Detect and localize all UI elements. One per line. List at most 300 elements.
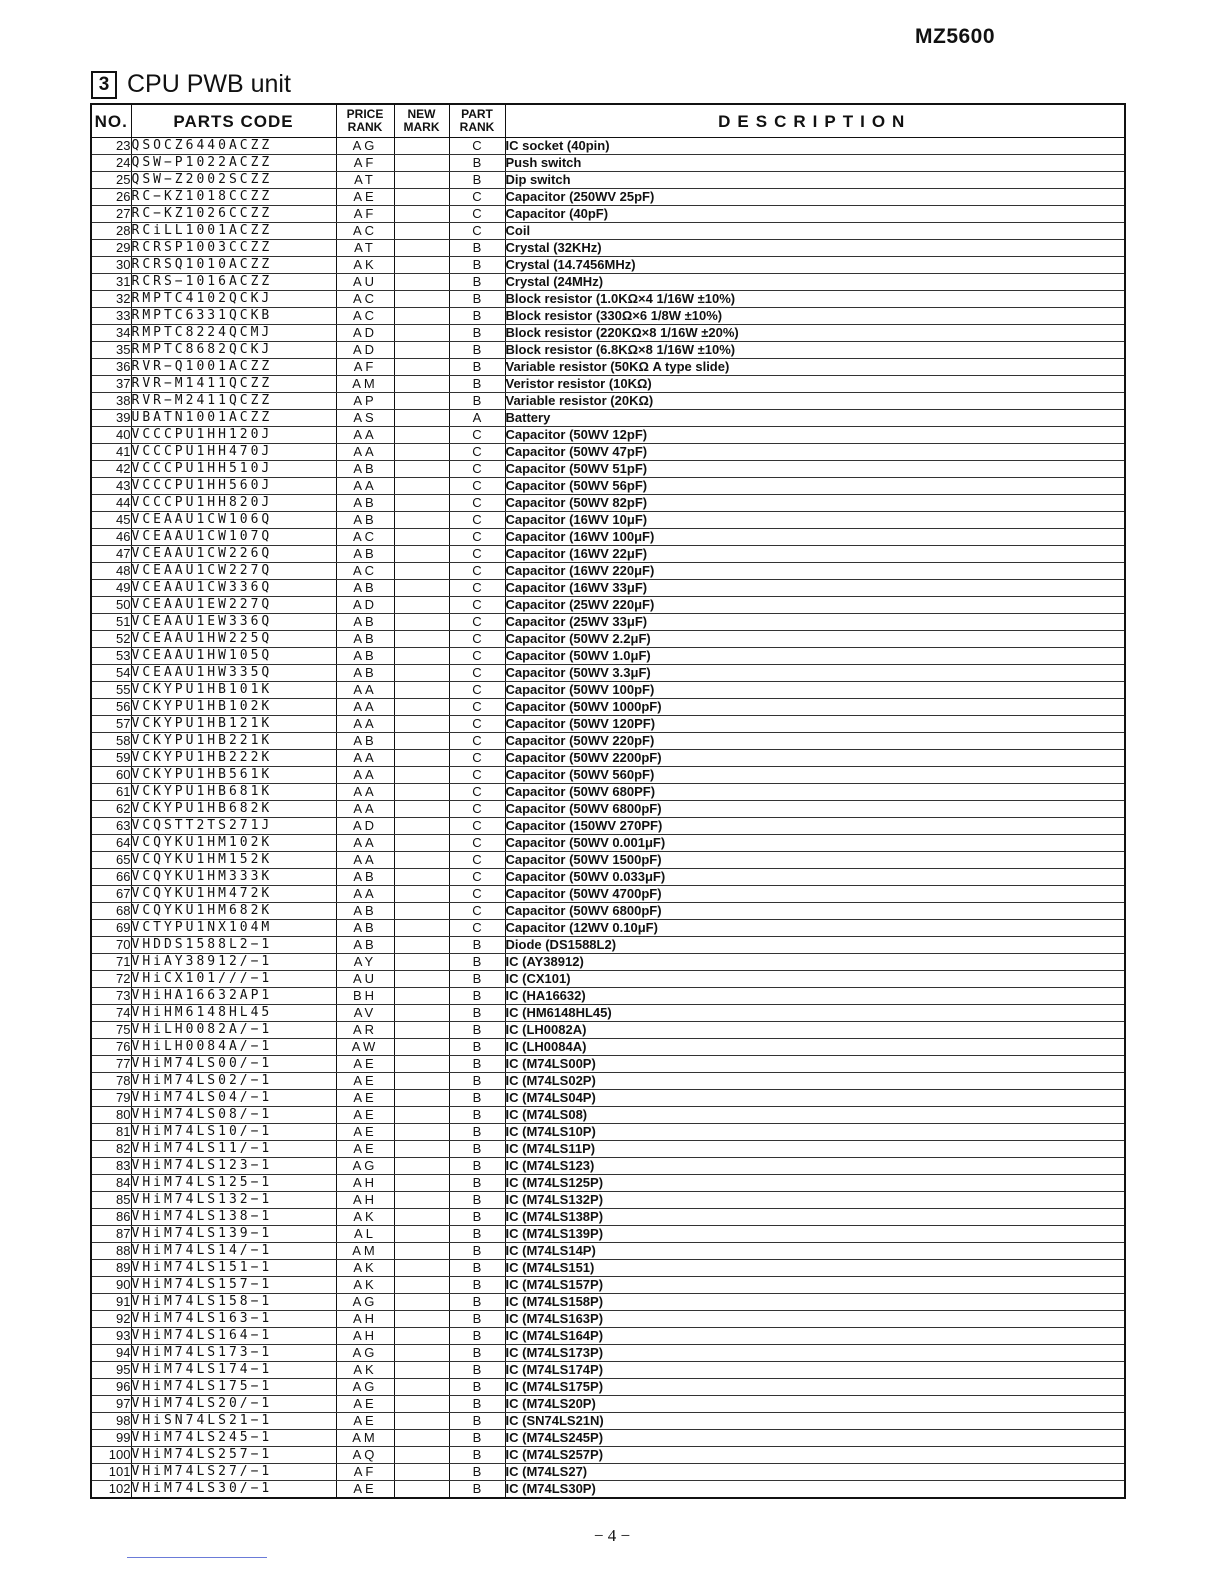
- price-rank: AA: [336, 767, 394, 784]
- new-mark: [394, 869, 449, 886]
- description: Capacitor (25WV 220μF): [505, 597, 1125, 614]
- description: Capacitor (25WV 33μF): [505, 614, 1125, 631]
- parts-code: RMPTC8224QCMJ: [131, 325, 336, 342]
- description: Crystal (14.7456MHz): [505, 257, 1125, 274]
- part-rank: C: [449, 869, 505, 886]
- table-row: [91, 1294, 1125, 1311]
- price-rank: AG: [336, 1379, 394, 1396]
- table-row: [91, 376, 1125, 393]
- new-mark: [394, 716, 449, 733]
- part-rank: B: [449, 1311, 505, 1328]
- table-row: [91, 784, 1125, 801]
- price-rank: AH: [336, 1175, 394, 1192]
- table-row: [91, 325, 1125, 342]
- description: Capacitor (16WV 22μF): [505, 546, 1125, 563]
- price-rank: AB: [336, 937, 394, 954]
- price-rank: AC: [336, 291, 394, 308]
- parts-code: VHiM74LS27/−1: [131, 1464, 336, 1481]
- part-rank: B: [449, 1464, 505, 1481]
- table-row: [91, 240, 1125, 257]
- description: IC socket (40pin): [505, 138, 1125, 155]
- row-number: 63: [91, 818, 131, 835]
- table-row: [91, 1039, 1125, 1056]
- price-rank: AH: [336, 1192, 394, 1209]
- description: Capacitor (50WV 6800pF): [505, 801, 1125, 818]
- description: Crystal (24MHz): [505, 274, 1125, 291]
- table-row: [91, 631, 1125, 648]
- table-row: [91, 1073, 1125, 1090]
- row-number: 55: [91, 682, 131, 699]
- description: Capacitor (50WV 1000pF): [505, 699, 1125, 716]
- table-row: [91, 665, 1125, 682]
- part-rank: C: [449, 801, 505, 818]
- row-number: 97: [91, 1396, 131, 1413]
- section-title: CPU PWB unit: [127, 70, 291, 98]
- table-row: [91, 733, 1125, 750]
- part-rank: B: [449, 1124, 505, 1141]
- price-rank: AD: [336, 597, 394, 614]
- row-number: 61: [91, 784, 131, 801]
- table-row: [91, 529, 1125, 546]
- description: IC (M74LS164P): [505, 1328, 1125, 1345]
- price-rank: AC: [336, 529, 394, 546]
- row-number: 34: [91, 325, 131, 342]
- row-number: 67: [91, 886, 131, 903]
- description: Capacitor (50WV 51pF): [505, 461, 1125, 478]
- price-rank: AD: [336, 325, 394, 342]
- description: Dip switch: [505, 172, 1125, 189]
- price-rank: AA: [336, 801, 394, 818]
- row-number: 44: [91, 495, 131, 512]
- price-rank: AE: [336, 1107, 394, 1124]
- row-number: 71: [91, 954, 131, 971]
- row-number: 53: [91, 648, 131, 665]
- footer-rule: [127, 1557, 267, 1558]
- new-mark: [394, 971, 449, 988]
- parts-code: VHiM74LS02/−1: [131, 1073, 336, 1090]
- table-row: [91, 1141, 1125, 1158]
- part-rank: C: [449, 699, 505, 716]
- parts-code: RC−KZ1026CCZZ: [131, 206, 336, 223]
- table-row: [91, 206, 1125, 223]
- table-row: [91, 614, 1125, 631]
- parts-code: VCQSTT2TS271J: [131, 818, 336, 835]
- part-rank: B: [449, 937, 505, 954]
- description: Capacitor (50WV 1.0μF): [505, 648, 1125, 665]
- description: IC (M74LS257P): [505, 1447, 1125, 1464]
- price-rank: AD: [336, 818, 394, 835]
- parts-code: UBATN1001ACZZ: [131, 410, 336, 427]
- part-rank: B: [449, 1226, 505, 1243]
- parts-code: VCEAAU1HW225Q: [131, 631, 336, 648]
- parts-code: VCKYPU1HB101K: [131, 682, 336, 699]
- new-mark: [394, 1481, 449, 1499]
- parts-code: VHiM74LS173−1: [131, 1345, 336, 1362]
- parts-code: VHiM74LS157−1: [131, 1277, 336, 1294]
- row-number: 83: [91, 1158, 131, 1175]
- parts-code: RVR−M2411QCZZ: [131, 393, 336, 410]
- description: IC (M74LS04P): [505, 1090, 1125, 1107]
- part-rank: C: [449, 461, 505, 478]
- new-mark: [394, 1056, 449, 1073]
- part-rank: B: [449, 1090, 505, 1107]
- description: IC (M74LS138P): [505, 1209, 1125, 1226]
- parts-code: RC−KZ1018CCZZ: [131, 189, 336, 206]
- table-row: [91, 359, 1125, 376]
- parts-code: VHiM74LS30/−1: [131, 1481, 336, 1499]
- table-row: [91, 1158, 1125, 1175]
- price-rank: AK: [336, 1260, 394, 1277]
- description: Capacitor (50WV 100pF): [505, 682, 1125, 699]
- new-mark: [394, 461, 449, 478]
- row-number: 98: [91, 1413, 131, 1430]
- part-rank: C: [449, 563, 505, 580]
- table-row: [91, 1022, 1125, 1039]
- description: IC (CX101): [505, 971, 1125, 988]
- description: Capacitor (50WV 560pF): [505, 767, 1125, 784]
- table-row: [91, 1226, 1125, 1243]
- description: Capacitor (50WV 12pF): [505, 427, 1125, 444]
- parts-code: RCiLL1001ACZZ: [131, 223, 336, 240]
- description: IC (M74LS174P): [505, 1362, 1125, 1379]
- parts-code: VHiM74LS163−1: [131, 1311, 336, 1328]
- table-row: [91, 512, 1125, 529]
- row-number: 58: [91, 733, 131, 750]
- new-mark: [394, 937, 449, 954]
- row-number: 46: [91, 529, 131, 546]
- new-mark: [394, 1107, 449, 1124]
- row-number: 81: [91, 1124, 131, 1141]
- row-number: 54: [91, 665, 131, 682]
- new-mark: [394, 1328, 449, 1345]
- row-number: 73: [91, 988, 131, 1005]
- part-rank: C: [449, 189, 505, 206]
- parts-code: RCRSP1003CCZZ: [131, 240, 336, 257]
- new-mark: [394, 546, 449, 563]
- description: Capacitor (50WV 2.2μF): [505, 631, 1125, 648]
- description: Capacitor (50WV 56pF): [505, 478, 1125, 495]
- row-number: 43: [91, 478, 131, 495]
- price-rank: AT: [336, 172, 394, 189]
- price-rank: AA: [336, 886, 394, 903]
- section-heading: [91, 70, 291, 99]
- price-rank: AE: [336, 1056, 394, 1073]
- new-mark: [394, 903, 449, 920]
- new-mark: [394, 1158, 449, 1175]
- row-number: 60: [91, 767, 131, 784]
- part-rank: C: [449, 903, 505, 920]
- part-rank: C: [449, 529, 505, 546]
- part-rank: C: [449, 223, 505, 240]
- table-row: [91, 835, 1125, 852]
- part-rank: C: [449, 852, 505, 869]
- description: Block resistor (1.0KΩ×4 1/16W ±10%): [505, 291, 1125, 308]
- new-mark: [394, 818, 449, 835]
- col-header-price-rank: [336, 104, 394, 138]
- new-mark: [394, 206, 449, 223]
- description: Capacitor (50WV 2200pF): [505, 750, 1125, 767]
- description: Capacitor (50WV 0.033μF): [505, 869, 1125, 886]
- table-row: [91, 1345, 1125, 1362]
- table-row: [91, 869, 1125, 886]
- price-rank: AW: [336, 1039, 394, 1056]
- part-rank: C: [449, 478, 505, 495]
- price-rank: AE: [336, 1124, 394, 1141]
- row-number: 76: [91, 1039, 131, 1056]
- parts-code: VHiHA16632AP1: [131, 988, 336, 1005]
- new-mark: [394, 393, 449, 410]
- row-number: 69: [91, 920, 131, 937]
- new-mark: [394, 1022, 449, 1039]
- price-rank: AV: [336, 1005, 394, 1022]
- price-rank: AE: [336, 1073, 394, 1090]
- description: Crystal (32KHz): [505, 240, 1125, 257]
- new-mark: [394, 1447, 449, 1464]
- description: Variable resistor (50KΩ A type slide): [505, 359, 1125, 376]
- col-header-new-mark-line2: MARK: [403, 120, 440, 134]
- description: IC (M74LS30P): [505, 1481, 1125, 1499]
- table-row: [91, 291, 1125, 308]
- row-number: 29: [91, 240, 131, 257]
- col-header-no: NO.: [91, 104, 131, 138]
- price-rank: AR: [336, 1022, 394, 1039]
- parts-code: VCQYKU1HM152K: [131, 852, 336, 869]
- description: Block resistor (220KΩ×8 1/16W ±20%): [505, 325, 1125, 342]
- col-header-parts-code: PARTS CODE: [131, 104, 336, 138]
- parts-code: VCEAAU1EW336Q: [131, 614, 336, 631]
- row-number: 59: [91, 750, 131, 767]
- description: IC (M74LS151): [505, 1260, 1125, 1277]
- description: IC (M74LS27): [505, 1464, 1125, 1481]
- row-number: 85: [91, 1192, 131, 1209]
- part-rank: B: [449, 308, 505, 325]
- parts-code: VHiM74LS151−1: [131, 1260, 336, 1277]
- section-number: 3: [91, 71, 117, 99]
- table-row: [91, 767, 1125, 784]
- part-rank: C: [449, 444, 505, 461]
- table-row: [91, 903, 1125, 920]
- new-mark: [394, 1345, 449, 1362]
- model-number: MZ5600: [915, 25, 996, 48]
- parts-code: VCKYPU1HB121K: [131, 716, 336, 733]
- description: IC (LH0082A): [505, 1022, 1125, 1039]
- new-mark: [394, 1362, 449, 1379]
- table-row: [91, 1090, 1125, 1107]
- new-mark: [394, 954, 449, 971]
- new-mark: [394, 784, 449, 801]
- new-mark: [394, 988, 449, 1005]
- new-mark: [394, 138, 449, 155]
- part-rank: C: [449, 920, 505, 937]
- row-number: 84: [91, 1175, 131, 1192]
- new-mark: [394, 852, 449, 869]
- part-rank: B: [449, 1107, 505, 1124]
- part-rank: B: [449, 257, 505, 274]
- new-mark: [394, 410, 449, 427]
- new-mark: [394, 699, 449, 716]
- price-rank: AE: [336, 1481, 394, 1499]
- table-row: [91, 1362, 1125, 1379]
- parts-code: VHDDS1588L2−1: [131, 937, 336, 954]
- new-mark: [394, 223, 449, 240]
- row-number: 65: [91, 852, 131, 869]
- parts-code: VCKYPU1HB682K: [131, 801, 336, 818]
- row-number: 41: [91, 444, 131, 461]
- table-row: [91, 1379, 1125, 1396]
- part-rank: B: [449, 172, 505, 189]
- table-row: [91, 546, 1125, 563]
- price-rank: AH: [336, 1311, 394, 1328]
- price-rank: AB: [336, 903, 394, 920]
- table-row: [91, 1260, 1125, 1277]
- price-rank: AA: [336, 478, 394, 495]
- price-rank: AA: [336, 784, 394, 801]
- description: Capacitor (50WV 4700pF): [505, 886, 1125, 903]
- table-row: [91, 988, 1125, 1005]
- parts-code: VCQYKU1HM472K: [131, 886, 336, 903]
- part-rank: C: [449, 546, 505, 563]
- new-mark: [394, 189, 449, 206]
- part-rank: B: [449, 1379, 505, 1396]
- description: Capacitor (40pF): [505, 206, 1125, 223]
- part-rank: B: [449, 1022, 505, 1039]
- part-rank: C: [449, 580, 505, 597]
- parts-code: VCCCPU1HH820J: [131, 495, 336, 512]
- row-number: 51: [91, 614, 131, 631]
- part-rank: B: [449, 376, 505, 393]
- price-rank: AE: [336, 1413, 394, 1430]
- price-rank: AA: [336, 852, 394, 869]
- parts-code: RMPTC8682QCKJ: [131, 342, 336, 359]
- new-mark: [394, 597, 449, 614]
- parts-code: VHiM74LS123−1: [131, 1158, 336, 1175]
- parts-code: VCCCPU1HH510J: [131, 461, 336, 478]
- row-number: 33: [91, 308, 131, 325]
- part-rank: C: [449, 784, 505, 801]
- description: Capacitor (50WV 47pF): [505, 444, 1125, 461]
- part-rank: B: [449, 1345, 505, 1362]
- table-row: [91, 427, 1125, 444]
- parts-code: VCEAAU1CW226Q: [131, 546, 336, 563]
- row-number: 48: [91, 563, 131, 580]
- table-row: [91, 1243, 1125, 1260]
- price-rank: AB: [336, 665, 394, 682]
- price-rank: AB: [336, 495, 394, 512]
- new-mark: [394, 495, 449, 512]
- part-rank: B: [449, 1175, 505, 1192]
- table-row: [91, 308, 1125, 325]
- new-mark: [394, 682, 449, 699]
- col-header-part-rank-line2: RANK: [459, 120, 495, 134]
- row-number: 56: [91, 699, 131, 716]
- price-rank: AF: [336, 155, 394, 172]
- parts-code: VHiM74LS245−1: [131, 1430, 336, 1447]
- part-rank: C: [449, 138, 505, 155]
- part-rank: B: [449, 1073, 505, 1090]
- new-mark: [394, 733, 449, 750]
- description: Capacitor (50WV 120PF): [505, 716, 1125, 733]
- parts-code: VCKYPU1HB221K: [131, 733, 336, 750]
- row-number: 94: [91, 1345, 131, 1362]
- table-row: [91, 563, 1125, 580]
- new-mark: [394, 1464, 449, 1481]
- part-rank: B: [449, 1430, 505, 1447]
- part-rank: B: [449, 155, 505, 172]
- description: Capacitor (50WV 0.001μF): [505, 835, 1125, 852]
- row-number: 68: [91, 903, 131, 920]
- part-rank: C: [449, 665, 505, 682]
- parts-code: QSOCZ6440ACZZ: [131, 138, 336, 155]
- new-mark: [394, 1311, 449, 1328]
- table-row: [91, 818, 1125, 835]
- row-number: 101: [91, 1464, 131, 1481]
- row-number: 102: [91, 1481, 131, 1499]
- new-mark: [394, 835, 449, 852]
- parts-code: VCCCPU1HH470J: [131, 444, 336, 461]
- part-rank: A: [449, 410, 505, 427]
- part-rank: C: [449, 495, 505, 512]
- table-row: [91, 1209, 1125, 1226]
- parts-code: QSW−Z2002SCZZ: [131, 172, 336, 189]
- table-row: [91, 257, 1125, 274]
- new-mark: [394, 1090, 449, 1107]
- table-row: [91, 393, 1125, 410]
- parts-code: VHiM74LS08/−1: [131, 1107, 336, 1124]
- new-mark: [394, 376, 449, 393]
- parts-code: VCQYKU1HM102K: [131, 835, 336, 852]
- part-rank: B: [449, 1294, 505, 1311]
- part-rank: B: [449, 1362, 505, 1379]
- price-rank: AY: [336, 954, 394, 971]
- table-row: [91, 342, 1125, 359]
- price-rank: AB: [336, 461, 394, 478]
- new-mark: [394, 1294, 449, 1311]
- part-rank: B: [449, 1413, 505, 1430]
- parts-code: VHiM74LS11/−1: [131, 1141, 336, 1158]
- row-number: 96: [91, 1379, 131, 1396]
- table-row: [91, 223, 1125, 240]
- price-rank: AT: [336, 240, 394, 257]
- part-rank: C: [449, 614, 505, 631]
- part-rank: B: [449, 971, 505, 988]
- price-rank: BH: [336, 988, 394, 1005]
- row-number: 52: [91, 631, 131, 648]
- parts-code: VCQYKU1HM682K: [131, 903, 336, 920]
- parts-code: VCEAAU1CW106Q: [131, 512, 336, 529]
- row-number: 90: [91, 1277, 131, 1294]
- row-number: 70: [91, 937, 131, 954]
- description: IC (M74LS163P): [505, 1311, 1125, 1328]
- new-mark: [394, 750, 449, 767]
- price-rank: AU: [336, 274, 394, 291]
- row-number: 74: [91, 1005, 131, 1022]
- description: IC (M74LS14P): [505, 1243, 1125, 1260]
- parts-code: VCKYPU1HB102K: [131, 699, 336, 716]
- new-mark: [394, 631, 449, 648]
- table-row: [91, 495, 1125, 512]
- description: IC (LH0084A): [505, 1039, 1125, 1056]
- new-mark: [394, 1277, 449, 1294]
- table-row: [91, 444, 1125, 461]
- price-rank: AA: [336, 699, 394, 716]
- description: IC (HM6148HL45): [505, 1005, 1125, 1022]
- price-rank: AF: [336, 206, 394, 223]
- price-rank: AK: [336, 1209, 394, 1226]
- parts-code: VHiM74LS10/−1: [131, 1124, 336, 1141]
- parts-table: [90, 103, 1126, 1499]
- price-rank: AK: [336, 1277, 394, 1294]
- price-rank: AU: [336, 971, 394, 988]
